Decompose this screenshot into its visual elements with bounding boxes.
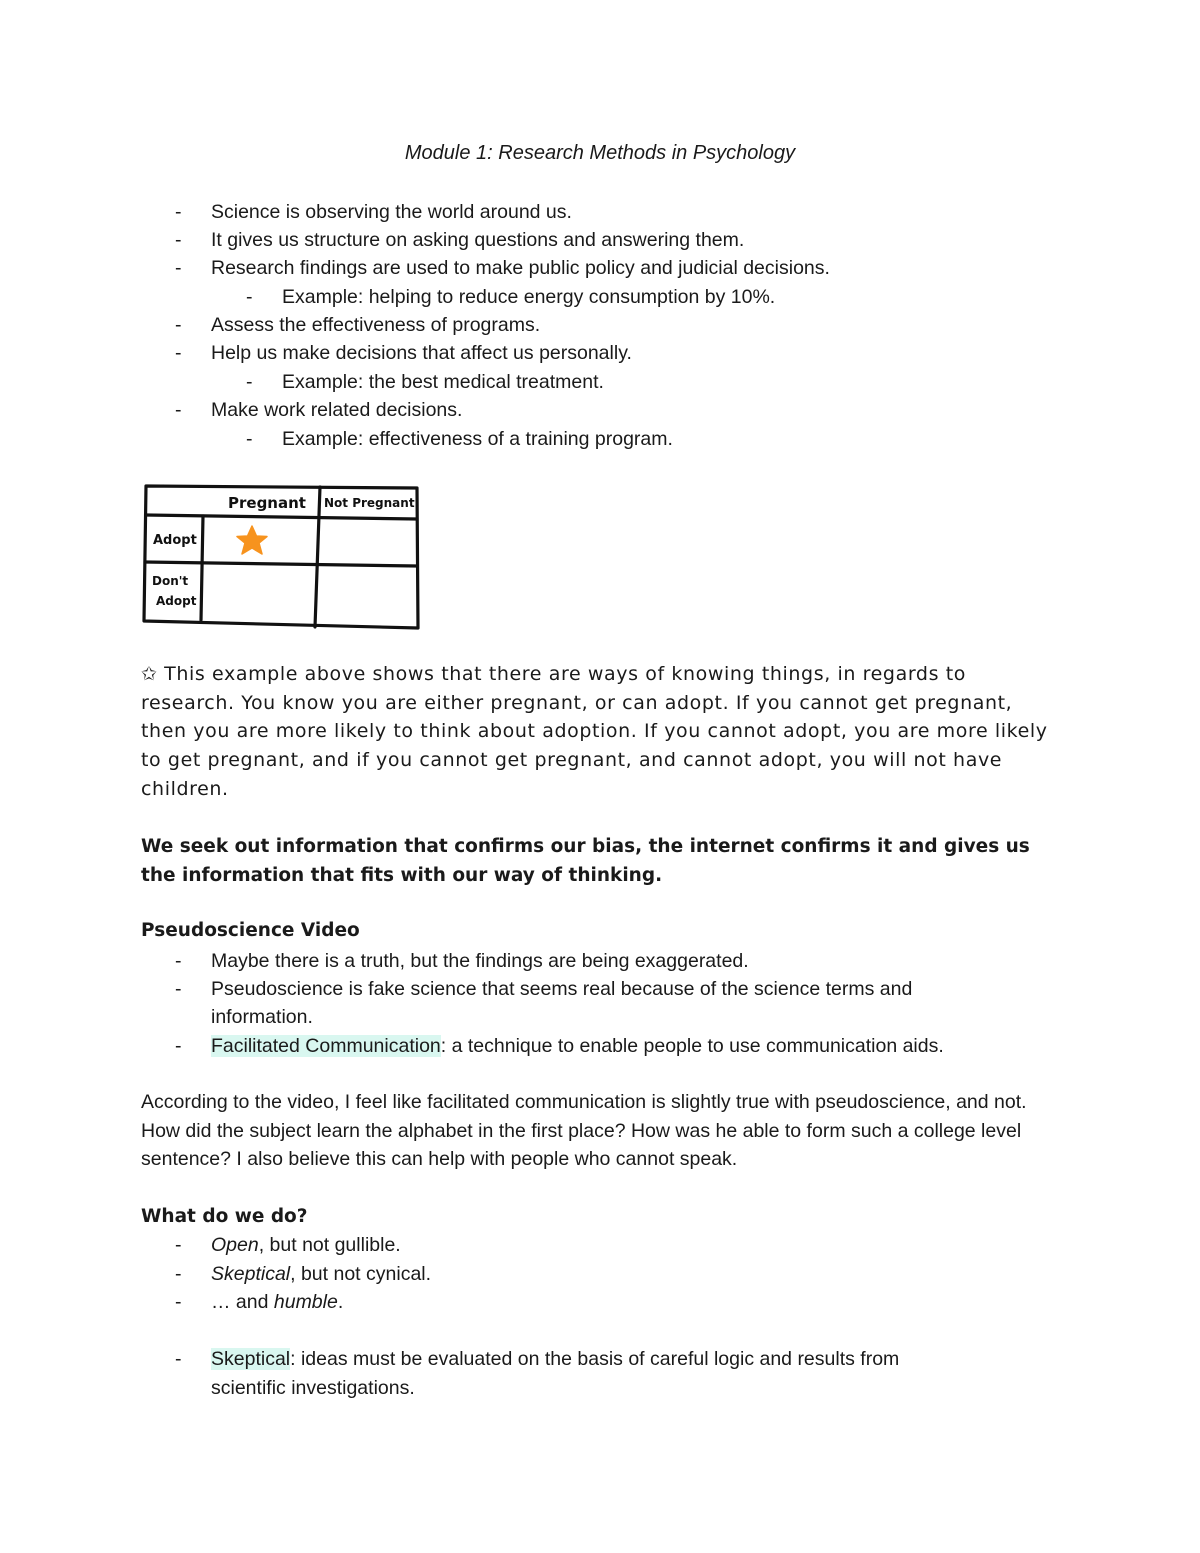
bullet-dash: - [246, 428, 253, 450]
sketch-line [146, 515, 417, 519]
list-item [211, 1032, 944, 1060]
bullet-dash: - [246, 286, 253, 308]
bullet-dash: - [175, 399, 182, 421]
pregnancy-adoption-sketch [138, 478, 424, 634]
bullet-dash: - [175, 1234, 182, 1256]
bullet-dash: - [246, 371, 253, 393]
bullet-dash: - [175, 314, 182, 336]
list-item-text: , but not gullible. [258, 1234, 401, 1256]
star-icon [237, 526, 267, 554]
list-item-text: , but not cynical. [290, 1263, 432, 1285]
page-title: Module 1: Research Methods in Psychology [404, 142, 796, 164]
bias-paragraph: We seek out information that confirms our bias, the internet confirms it and gives us the information that fits with our way of thinking. [141, 836, 1030, 886]
sketch-col-not-pregnant: Not Pregnant [324, 496, 415, 510]
emphasis: Skeptical [211, 1263, 291, 1285]
list-item: Make work related decisions. [211, 399, 463, 421]
list-item-continuation: scientific investigations. [211, 1377, 415, 1399]
list-item: Research findings are used to make public policy and judicial decisions. [211, 257, 830, 279]
list-item [211, 1288, 343, 1316]
sketch-line [201, 516, 203, 620]
list-item: It gives us structure on asking questions and answering them. [211, 229, 745, 251]
list-subitem: Example: the best medical treatment. [282, 371, 604, 393]
bullet-dash: - [175, 1263, 182, 1285]
list-item: Assess the effectiveness of programs. [211, 314, 541, 336]
list-item: Maybe there is a truth, but the findings are being exaggerated. [211, 950, 749, 972]
bullet-dash: - [175, 201, 182, 223]
list-item [211, 1345, 899, 1373]
bullet-dash: - [175, 1035, 182, 1057]
sketch-line [315, 487, 320, 627]
bullet-dash: - [175, 1348, 182, 1370]
list-item-text: … and [211, 1291, 274, 1313]
bullet-dash: - [175, 950, 182, 972]
list-item: Science is observing the world around us. [211, 201, 572, 223]
pseudoscience-heading: Pseudoscience Video [141, 920, 360, 941]
bullet-dash: - [175, 229, 182, 251]
list-item: Help us make decisions that affect us personally. [211, 342, 632, 364]
list-subitem: Example: helping to reduce energy consumption by 10%. [282, 286, 776, 308]
sketch-row-dont: Don't [152, 574, 189, 588]
sketch-row-adopt: Adopt [153, 533, 197, 548]
list-subitem: Example: effectiveness of a training program. [282, 428, 673, 450]
sketch-row-adopt-2: Adopt [156, 594, 197, 608]
emphasis: Open [211, 1234, 259, 1256]
sketch-col-pregnant: Pregnant [228, 494, 306, 512]
list-item-continuation: information. [211, 1006, 313, 1028]
list-item: Pseudoscience is fake science that seems real because of the science terms and [211, 978, 913, 1000]
term-definition: : ideas must be evaluated on the basis of careful logic and results from [290, 1348, 900, 1370]
video-paragraph: According to the video, I feel like facilitated communication is slightly true with pseudoscience, and not. How did the subject learn the alphabet in the first place? How was he able to form such a college level sentence? I also believe this can help with people who cannot speak. [141, 1091, 1027, 1171]
term-definition: : a technique to enable people to use communication aids. [440, 1035, 944, 1057]
highlighted-term: Skeptical [211, 1348, 291, 1370]
bullet-dash: - [175, 257, 182, 279]
list-item [211, 1231, 401, 1259]
bullet-dash: - [175, 342, 182, 364]
what-do-we-do-heading: What do we do? [141, 1206, 308, 1227]
star-paragraph: ✩ This example above shows that there are ways of knowing things, in regards to research. You know you are either pregnant, or can adopt. If you cannot get pregnant, then you are more likely to think about adoption. If you cannot adopt, you are more likely to get pregnant, and if you cannot get pregnant, and cannot adopt, you will not have children. [141, 663, 1048, 800]
highlighted-term: Facilitated Communication [211, 1035, 441, 1057]
list-item-text: . [337, 1291, 344, 1313]
list-item [211, 1260, 431, 1288]
emphasis: humble [273, 1291, 338, 1313]
sketch-line [145, 562, 417, 566]
bullet-dash: - [175, 978, 182, 1000]
bullet-dash: - [175, 1291, 182, 1313]
